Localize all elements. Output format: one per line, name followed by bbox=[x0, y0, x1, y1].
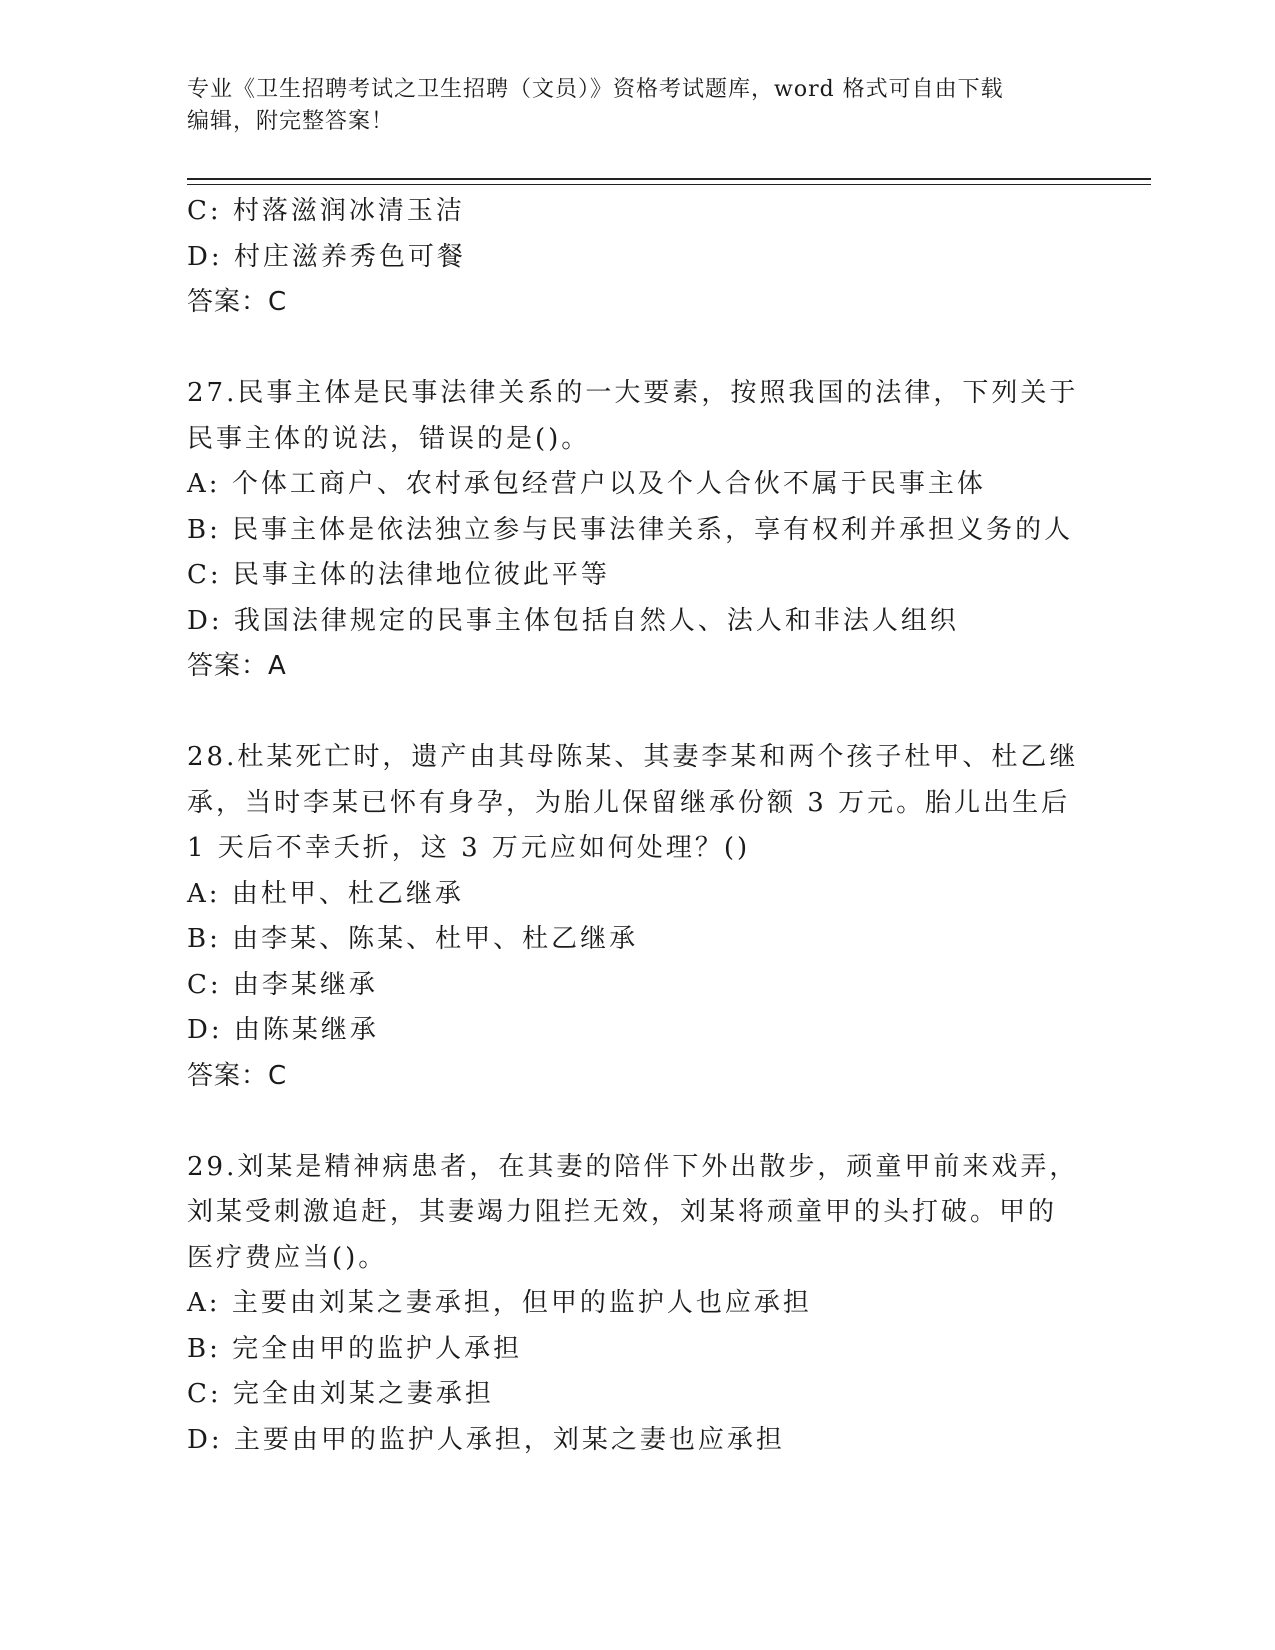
option-b bbox=[187, 1327, 1087, 1373]
option-text: 我国法律规定的民事主体包括自然人、法人和非法人组织 bbox=[233, 605, 959, 636]
stem-line: 27.民事主体是民事法律关系的一大要素，按照我国的法律，下列关于 bbox=[187, 378, 1079, 408]
option-d bbox=[187, 235, 1087, 281]
option-d bbox=[187, 1418, 1087, 1464]
option-label: D: bbox=[187, 1015, 223, 1045]
option-a bbox=[187, 462, 1087, 508]
question-29 bbox=[187, 1145, 1087, 1464]
option-label: B: bbox=[187, 1333, 221, 1364]
option-label: B: bbox=[187, 514, 221, 545]
stem-line: 民事主体的说法，错误的是()。 bbox=[187, 423, 591, 454]
option-c bbox=[187, 553, 1087, 599]
answer-line: 答案：C bbox=[187, 1060, 288, 1091]
option-b bbox=[187, 508, 1087, 554]
carryover-block bbox=[187, 189, 1087, 326]
answer-line: 答案：C bbox=[187, 287, 288, 317]
option-label: D: bbox=[187, 605, 223, 636]
option-label: D: bbox=[187, 1424, 223, 1455]
spacer bbox=[187, 326, 1087, 372]
option-label: A: bbox=[187, 469, 221, 499]
option-text: 由杜甲、杜乙继承 bbox=[231, 878, 464, 909]
option-label: C: bbox=[187, 196, 222, 226]
spacer bbox=[187, 690, 1087, 736]
question-28 bbox=[187, 735, 1087, 1099]
option-label: C: bbox=[187, 1379, 222, 1409]
option-label: B: bbox=[187, 924, 221, 954]
option-a bbox=[187, 1281, 1087, 1327]
option-d bbox=[187, 1008, 1087, 1054]
stem-line: 1 天后不幸夭折，这 3 万元应如何处理？() bbox=[187, 833, 751, 863]
question-stem bbox=[187, 371, 1079, 462]
answer-line: 答案：A bbox=[187, 651, 287, 681]
option-c bbox=[187, 189, 1087, 235]
option-d bbox=[187, 599, 1087, 645]
option-a bbox=[187, 872, 1087, 918]
option-label: A: bbox=[187, 1288, 221, 1318]
header-rule-thick bbox=[187, 178, 1151, 180]
stem-line: 29.刘某是精神病患者，在其妻的陪伴下外出散步，顽童甲前来戏弄， bbox=[187, 1151, 1079, 1182]
document-header bbox=[187, 74, 1087, 138]
option-text: 村落滋润冰清玉洁 bbox=[232, 196, 465, 226]
spacer bbox=[187, 1099, 1087, 1145]
stem-line: 承，当时李某已怀有身孕，为胎儿保留继承份额 3 万元。胎儿出生后 bbox=[187, 787, 1071, 818]
stem-line: 28.杜某死亡时，遗产由其母陈某、其妻李某和两个孩子杜甲、杜乙继 bbox=[187, 742, 1079, 772]
option-c bbox=[187, 963, 1087, 1009]
question-stem bbox=[187, 735, 1079, 872]
question-stem bbox=[187, 1145, 1079, 1282]
option-text: 主要由甲的监护人承担，刘某之妻也应承担 bbox=[233, 1424, 785, 1455]
stem-line: 医疗费应当()。 bbox=[187, 1242, 388, 1273]
header-line-2: 编辑，附完整答案！ bbox=[187, 109, 395, 134]
header-line-1: 专业《卫生招聘考试之卫生招聘（文员）》资格考试题库，word 格式可自由下载 bbox=[187, 77, 1004, 102]
option-text: 由李某继承 bbox=[232, 969, 378, 1000]
option-text: 民事主体是依法独立参与民事法律关系，享有权利并承担义务的人 bbox=[232, 514, 1074, 545]
stem-line: 刘某受刺激追赶，其妻竭力阻拦无效，刘某将顽童甲的头打破。甲的 bbox=[187, 1197, 1058, 1227]
option-text: 村庄滋养秀色可餐 bbox=[233, 241, 466, 272]
option-label: C: bbox=[187, 969, 222, 1000]
header-rule-thin bbox=[187, 184, 1151, 185]
option-label: A: bbox=[187, 878, 221, 909]
option-text: 由李某、陈某、杜甲、杜乙继承 bbox=[232, 924, 639, 954]
option-text: 完全由甲的监护人承担 bbox=[232, 1333, 523, 1364]
option-text: 个体工商户、农村承包经营户以及个人合伙不属于民事主体 bbox=[231, 469, 986, 499]
option-c bbox=[187, 1372, 1087, 1418]
option-label: D: bbox=[187, 241, 223, 272]
question-content bbox=[187, 189, 1087, 1463]
option-label: C: bbox=[187, 560, 222, 590]
option-text: 由陈某继承 bbox=[233, 1015, 379, 1045]
option-text: 民事主体的法律地位彼此平等 bbox=[232, 560, 610, 590]
option-b bbox=[187, 917, 1087, 963]
question-27 bbox=[187, 371, 1087, 690]
option-text: 完全由刘某之妻承担 bbox=[232, 1379, 494, 1409]
option-text: 主要由刘某之妻承担，但甲的监护人也应承担 bbox=[231, 1288, 812, 1318]
